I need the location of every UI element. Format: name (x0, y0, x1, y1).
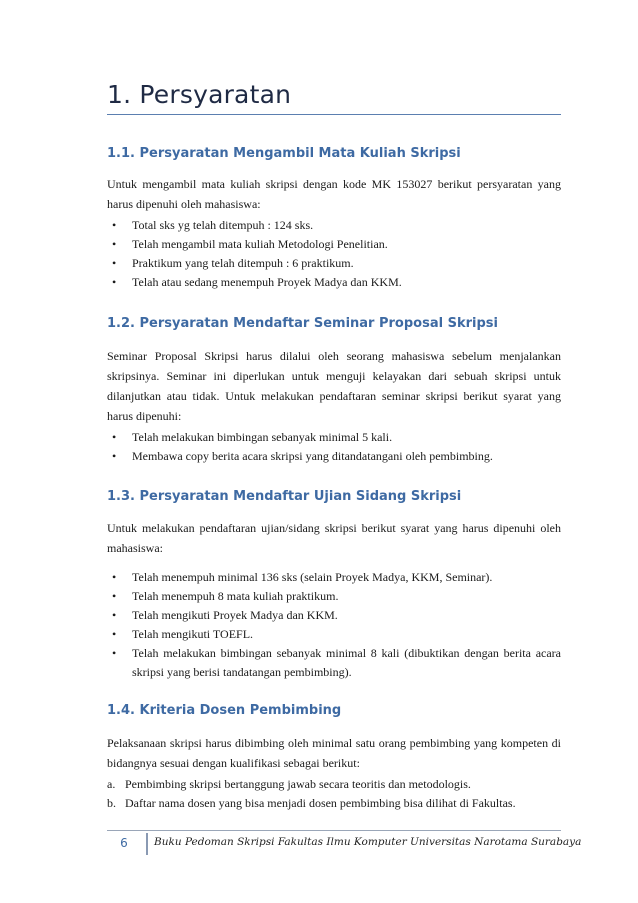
list-item (107, 216, 561, 235)
list-item (107, 428, 561, 447)
list-item-text: Total sks yg telah ditempuh : 124 sks. (132, 218, 314, 232)
lettered-list (107, 775, 561, 813)
list-item (107, 254, 561, 273)
list-item (107, 644, 561, 682)
list-item-text: Telah menempuh minimal 136 sks (selain Proyek Madya, KKM, Seminar). (132, 570, 493, 584)
bullet-icon: • (112, 256, 117, 270)
bullet-icon: • (112, 589, 117, 603)
section-heading: 1.4. Kriteria Dosen Pembimbing (107, 703, 342, 718)
section-paragraph: Pelaksanaan skripsi harus dibimbing oleh minimal satu orang pembimbing yang kompeten di bidangnya sesuai dengan kualifikasi sebagai berikut: (107, 736, 561, 770)
list-item-text: Telah melakukan bimbingan sebanyak minimal 5 kali. (132, 430, 393, 444)
list-item (107, 447, 561, 466)
bullet-icon: • (112, 218, 117, 232)
section-heading: 1.2. Persyaratan Mendaftar Seminar Proposal Skripsi (107, 316, 498, 331)
bullet-list (107, 568, 561, 682)
list-item-text: Telah atau sedang menempuh Proyek Madya dan KKM. (132, 275, 402, 289)
footer-text: Buku Pedoman Skripsi Fakultas Ilmu Komputer Universitas Narotama Surabaya (154, 836, 582, 848)
list-item-text: Telah menempuh 8 mata kuliah praktikum. (132, 589, 339, 603)
list-item-text: Praktikum yang telah ditempuh : 6 praktikum. (132, 256, 354, 270)
bullet-icon: • (112, 275, 117, 289)
section-heading: 1.1. Persyaratan Mengambil Mata Kuliah Skripsi (107, 146, 461, 161)
list-item-text: Daftar nama dosen yang bisa menjadi dosen pembimbing bisa dilihat di Fakultas. (125, 796, 516, 810)
page-number: 6 (120, 836, 128, 850)
bullet-icon: • (112, 430, 117, 444)
list-item-text: Telah mengikuti Proyek Madya dan KKM. (132, 608, 338, 622)
bullet-list (107, 216, 561, 292)
list-item (107, 775, 561, 794)
section-heading: 1.3. Persyaratan Mendaftar Ujian Sidang Skripsi (107, 489, 462, 504)
footer-divider (146, 833, 148, 855)
list-item (107, 568, 561, 587)
bullet-icon: • (112, 449, 117, 463)
list-item-text: Telah mengikuti TOEFL. (132, 627, 254, 641)
section-paragraph: Seminar Proposal Skripsi harus dilalui oleh seorang mahasiswa sebelum menjalankan skripsinya. Seminar ini diperlukan untuk menguji kelayakan dari sebuah skripsi untuk dilanjutkan atau tidak. Untuk melakukan pendaftaran seminar skripsi berikut syarat yang harus dipenuhi: (107, 349, 561, 423)
list-item-text: Pembimbing skripsi bertanggung jawab secara teoritis dan metodologis. (125, 777, 471, 791)
list-item (107, 235, 561, 254)
list-marker: b. (107, 796, 116, 810)
list-item-text: Telah mengambil mata kuliah Metodologi Penelitian. (132, 237, 388, 251)
list-item (107, 794, 561, 813)
page-title: 1. Persyaratan (107, 80, 292, 109)
section-paragraph: Untuk melakukan pendaftaran ujian/sidang skripsi berikut syarat yang harus dipenuhi oleh mahasiswa: (107, 521, 561, 555)
list-item (107, 587, 561, 606)
list-item (107, 625, 561, 644)
list-item-text: Membawa copy berita acara skripsi yang ditandatangani oleh pembimbing. (132, 449, 493, 463)
list-marker: a. (107, 777, 116, 791)
list-item (107, 273, 561, 292)
bullet-icon: • (112, 570, 117, 584)
list-item-text: Telah melakukan bimbingan sebanyak minimal 8 kali (dibuktikan dengan berita acara skripsi yang berisi tandatangan pembimbing). (132, 646, 561, 679)
title-rule (107, 114, 561, 115)
section-paragraph: Untuk mengambil mata kuliah skripsi dengan kode MK 153027 berikut persyaratan yang harus dipenuhi oleh mahasiswa: (107, 177, 561, 211)
bullet-list (107, 428, 561, 466)
footer-rule (107, 830, 561, 831)
list-item (107, 606, 561, 625)
bullet-icon: • (112, 627, 117, 641)
bullet-icon: • (112, 237, 117, 251)
bullet-icon: • (112, 608, 117, 622)
bullet-icon: • (112, 646, 117, 660)
